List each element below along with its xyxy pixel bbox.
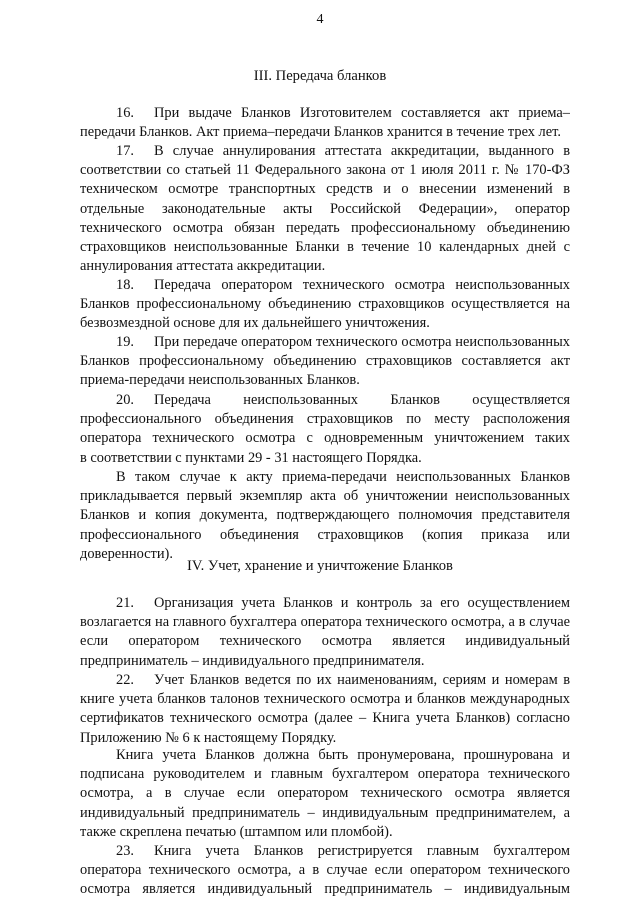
paragraph-line: доверенности). — [80, 545, 173, 562]
paragraph-line — [80, 104, 570, 123]
paragraph-number: 22. — [116, 672, 134, 688]
paragraph-20-continued — [80, 468, 570, 564]
paragraph-22 — [80, 671, 570, 748]
paragraph-line: Бланков профессиональному объединению страховщиков осуществляется на — [80, 296, 570, 313]
paragraph-text: Учет Бланков ведется по их наименованиям, сериям и номерам в — [154, 672, 570, 688]
paragraph-text: Организация учета Бланков и контроль за его осуществлением — [154, 595, 570, 611]
paragraph-line: отдельные законодательные акты Российской Федерации», оператор — [80, 200, 570, 217]
paragraph-line: В таком случае к акту приема-передачи неиспользованных Бланков — [116, 469, 570, 485]
paragraph-line: передачи Бланков. Акт приема–передачи Бланков хранится в течение трех лет. — [80, 124, 561, 141]
paragraph-line: техническом осмотре транспортных средств и о внесении изменений в — [80, 181, 570, 198]
paragraph-17 — [80, 142, 570, 276]
paragraph-number: 19. — [116, 334, 134, 350]
paragraph-line: безвозмездной основе для их дальнейшего уничтожения. — [80, 315, 430, 332]
paragraph-line — [80, 391, 570, 410]
paragraph-line — [80, 276, 570, 295]
paragraph-line: также скреплена печатью (штампом или пломбой). — [80, 823, 393, 840]
paragraph-number: 21. — [116, 595, 134, 611]
paragraph-line: книге учета бланков талонов технического осмотра и бланков международных — [80, 691, 570, 708]
paragraph-line: оператора технического осмотра с одновременным уничтожением таких — [80, 430, 570, 447]
paragraph-line: аннулирования аттестата аккредитации. — [80, 258, 326, 275]
paragraph-line — [80, 594, 570, 613]
paragraph-line: Приложению № 6 к настоящему Порядку. — [80, 729, 337, 746]
paragraph-line: профессионального объединения страховщиков (копия приказа или — [80, 526, 570, 543]
section-heading-4: IV. Учет, хранение и уничтожение Бланков — [187, 558, 453, 574]
paragraph-line: приема-передачи неиспользованных Бланков. — [80, 372, 360, 389]
paragraph-16 — [80, 104, 570, 142]
paragraph-line: оператора технического осмотра, а в случае если оператором технического — [80, 862, 570, 879]
paragraph-line: если оператором технического осмотра является индивидуальный — [80, 633, 570, 650]
paragraph-line: Бланков профессиональному объединению страховщиков составляется акт — [80, 353, 570, 370]
paragraph-line — [80, 333, 570, 352]
paragraph-line: возлагается на главного бухгалтера оператора технического осмотра, а в случае — [80, 614, 570, 631]
paragraph-line — [80, 671, 570, 690]
paragraph-line: подписана руководителем и главным бухгалтером оператора технического — [80, 766, 570, 783]
paragraph-number: 18. — [116, 277, 134, 293]
paragraph-19 — [80, 333, 570, 391]
paragraph-line — [80, 142, 570, 161]
paragraph-line: Книга учета Бланков должна быть пронумерована, прошнурована и — [116, 747, 570, 763]
paragraph-text: Передача оператором технического осмотра неиспользованных — [154, 277, 570, 293]
paragraph-text: В случае аннулирования аттестата аккредитации, выданного в — [154, 143, 570, 159]
paragraph-line: Бланков и копия документа, подтверждающего полномочия представителя — [80, 507, 570, 524]
paragraph-line: страховщиков неиспользованные Бланки в течение 10 календарных дней с — [80, 238, 570, 255]
paragraph-22-continued — [80, 746, 570, 842]
paragraph-line: технического осмотра обязан передать профессиональному объединению — [80, 219, 570, 236]
paragraph-line: предприниматель – индивидуального предпринимателя. — [80, 652, 425, 669]
paragraph-number: 20. — [116, 392, 134, 408]
paragraph-23 — [80, 842, 570, 900]
paragraph-text: При выдаче Бланков Изготовителем составляется акт приема– — [154, 105, 570, 121]
paragraph-number: 23. — [116, 843, 134, 859]
paragraph-20 — [80, 391, 570, 468]
paragraph-line: прикладывается первый экземпляр акта об уничтожении неиспользованных — [80, 488, 570, 505]
paragraph-21 — [80, 594, 570, 671]
paragraph-text: При передаче оператором технического осмотра неиспользованных — [154, 334, 570, 350]
paragraph-text: Передача неиспользованных Бланков осуществляется — [154, 392, 570, 408]
paragraph-line: соответствии со статьей 11 Федерального закона от 1 июля 2011 г. № 170-ФЗ — [80, 162, 570, 179]
paragraph-line: в соответствии с пунктами 29 - 31 настоящего Порядка. — [80, 449, 422, 466]
paragraph-line: индивидуальный предприниматель – индивидуальным предпринимателем, а — [80, 804, 570, 821]
paragraph-number: 16. — [116, 105, 134, 121]
paragraph-line — [80, 842, 570, 861]
section-heading-3: III. Передача бланков — [253, 68, 387, 84]
paragraph-18 — [80, 276, 570, 334]
paragraph-line: осмотра является индивидуальный предприниматель – индивидуальным — [80, 881, 570, 898]
paragraph-line: осмотра, а в случае если оператором технического осмотра является — [80, 785, 570, 802]
paragraph-line: сертификатов технического осмотра (далее – Книга учета Бланков) согласно — [80, 710, 570, 727]
page-number: 4 — [316, 12, 324, 27]
paragraph-line: профессионального объединения страховщиков по месту расположения — [80, 411, 570, 428]
paragraph-text: Книга учета Бланков регистрируется главным бухгалтером — [154, 843, 570, 859]
paragraph-number: 17. — [116, 143, 134, 159]
